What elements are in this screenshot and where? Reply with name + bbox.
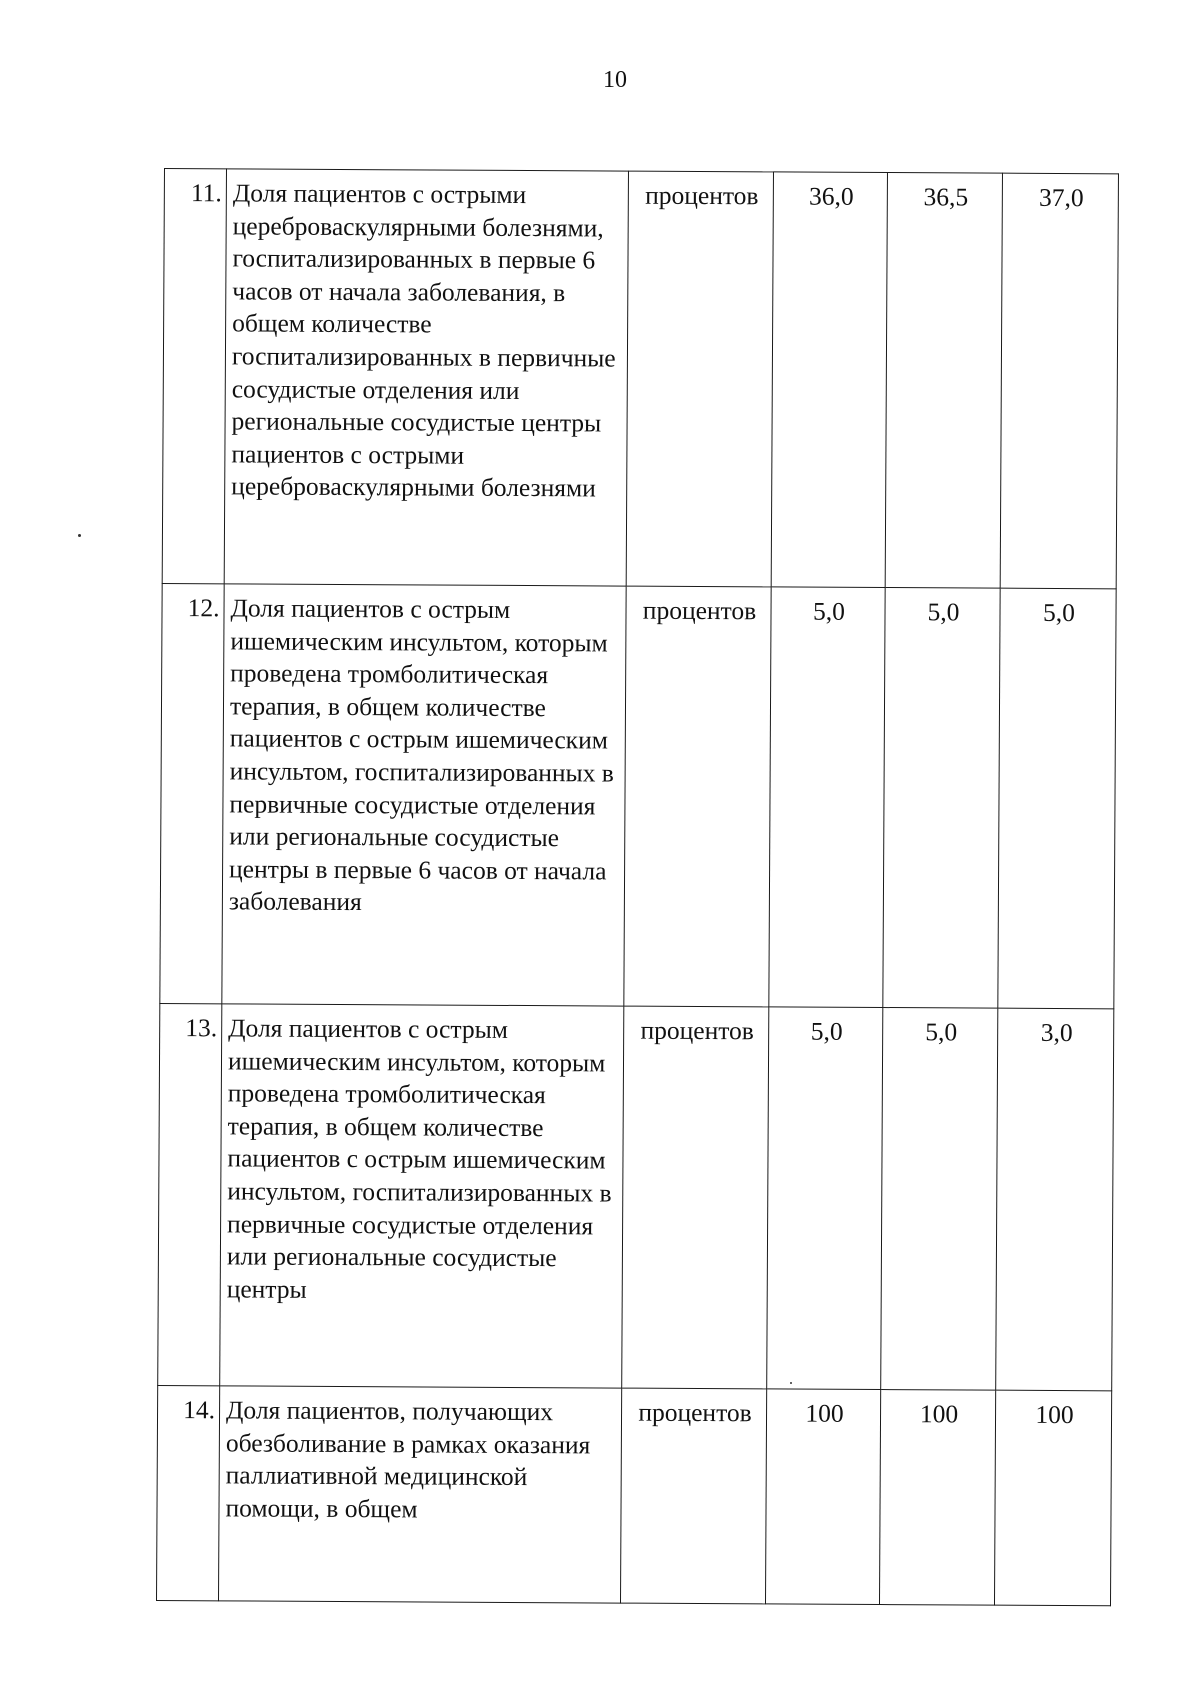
value-cell: 37,0 (1000, 173, 1118, 589)
value-cell: 100 (879, 1390, 995, 1606)
indicator-description: Доля пациентов с острыми цереброваскулярными болезнями, госпитализированных в первые 6 часов от начала заболевания, в общем количестве госпитализированных в первичные сосудистые отделения или региональные сосудистые центры пациентов с острыми цереброваскулярными болезнями (224, 169, 628, 586)
row-number: 12. (160, 583, 224, 1003)
table-row (162, 169, 1118, 589)
table-row (158, 1003, 1114, 1390)
indicator-description: Доля пациентов с острым ишемическим инсультом, которым проведена тромболитическая терапия, в общем количестве пациентов с острым ишемическим инсультом, госпитализированных в первичные сосудистые отделения или региональные сосудистые центры (220, 1004, 624, 1388)
row-number: 13. (158, 1003, 222, 1385)
unit-cell: процентов (620, 1388, 766, 1604)
indicator-table (156, 168, 1119, 1606)
value-cell: 5,0 (883, 588, 1000, 1009)
table-row (160, 583, 1116, 1008)
value-cell: 100 (765, 1389, 880, 1605)
value-cell: 5,0 (767, 1007, 883, 1390)
table-row (156, 1385, 1111, 1605)
value-cell: 5,0 (881, 1008, 998, 1391)
value-cell: 36,5 (885, 173, 1002, 589)
unit-cell: процентов (624, 586, 771, 1007)
value-cell: 3,0 (996, 1008, 1114, 1391)
unit-cell: процентов (626, 171, 773, 587)
page-number: 10 (603, 67, 627, 93)
value-cell: 36,0 (771, 172, 887, 588)
scan-speck (78, 534, 81, 537)
value-cell: 100 (994, 1390, 1111, 1606)
indicator-description: Доля пациентов, получающих обезболивание в рамках оказания паллиативной медицинской помощи, в общем (218, 1386, 621, 1603)
row-number: 14. (156, 1385, 219, 1600)
indicator-table-wrapper (156, 168, 1118, 1606)
row-number: 11. (162, 169, 226, 584)
value-cell: 5,0 (998, 588, 1116, 1009)
value-cell: 5,0 (769, 587, 885, 1008)
unit-cell: процентов (622, 1006, 769, 1389)
indicator-description: Доля пациентов с острым ишемическим инсультом, которым проведена тромболитическая терапия, в общем количестве пациентов с острым ишемическим инсультом, госпитализированных в первичные сосудистые отделения или региональные сосудистые центры в первые 6 часов от начала заболевания (222, 584, 626, 1006)
